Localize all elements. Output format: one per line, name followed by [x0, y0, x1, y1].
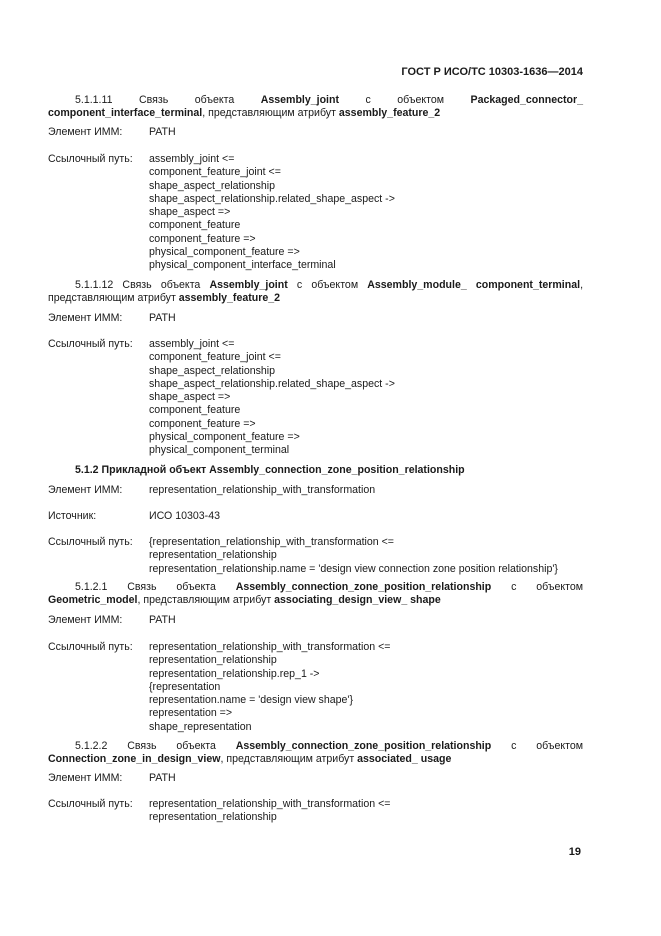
- ref-path-lines: [149, 536, 558, 576]
- section-heading: 5.1.2 Прикладной объект Assembly_connection_zone_position_relationship: [75, 464, 465, 476]
- entity-name: Assembly_joint: [260, 94, 340, 106]
- element-value: PATH: [149, 614, 176, 626]
- path-line: component_feature: [149, 404, 241, 417]
- entity-name: Assembly_connection_zone_position_relationship: [235, 740, 492, 752]
- entity-name: Assembly_connection_zone_position_relationship: [235, 581, 492, 593]
- clause-number: 5.1.2.1 Связь объекта: [75, 581, 236, 593]
- element-label: Элемент ИММ:: [48, 126, 123, 138]
- path-line: representation_relationship.name = 'design view connection zone position relationship'}: [149, 562, 558, 575]
- clause-5-1-2-1: 5.1.2.1 Связь объекта Assembly_connection_zone_position_relationship с объектом Geometric_model, представляющим атрибут associating_design_view_ shape: [48, 581, 584, 607]
- path-line: shape_aspect_relationship.related_shape_aspect ->: [149, 192, 395, 205]
- source-label: Источник:: [48, 510, 97, 522]
- source-value: ИСО 10303-43: [149, 510, 220, 522]
- ref-path-label: Ссылочный путь:: [48, 536, 133, 548]
- path-line: shape_aspect_relationship: [149, 179, 276, 192]
- ref-path-label: Ссылочный путь:: [48, 798, 133, 810]
- ref-path-label: Ссылочный путь:: [48, 153, 133, 165]
- path-line: component_feature =>: [149, 417, 256, 430]
- clause-number: 5.1.1.12 Связь объекта: [75, 279, 210, 291]
- ref-path-lines: [149, 641, 390, 734]
- entity-name: Geometric_model: [48, 594, 138, 607]
- ref-path-label: Ссылочный путь:: [48, 338, 133, 350]
- path-line: assembly_joint <=: [149, 153, 235, 165]
- path-line: shape_representation: [149, 720, 252, 733]
- path-line: physical_component_terminal: [149, 444, 290, 457]
- attribute-name: assembly_feature_2: [178, 292, 281, 305]
- clause-5-1-1-11: 5.1.1.11 Связь объекта Assembly_joint с объектом Packaged_connector_ component_interface_terminal, представляющим атрибут assembly_feature_2: [48, 94, 583, 120]
- path-line: representation_relationship.rep_1 ->: [149, 667, 320, 680]
- path-line: component_feature_joint <=: [149, 166, 281, 179]
- element-label: Элемент ИММ:: [48, 772, 123, 784]
- entity-name: Assembly_module_ component_terminal: [367, 279, 581, 291]
- ref-path-lines: [149, 338, 395, 458]
- element-label: Элемент ИММ:: [48, 614, 123, 626]
- path-line: {representation_relationship_with_transformation <=: [149, 536, 394, 548]
- attribute-name: associating_design_view_ shape: [274, 594, 441, 607]
- ref-path-lines: [149, 798, 390, 825]
- path-line: shape_aspect_relationship.related_shape_aspect ->: [149, 377, 395, 390]
- path-line: representation_relationship: [149, 549, 277, 562]
- element-label: Элемент ИММ:: [48, 312, 123, 324]
- path-line: shape_aspect =>: [149, 206, 231, 219]
- path-line: assembly_joint <=: [149, 338, 235, 350]
- path-line: representation_relationship_with_transformation <=: [149, 641, 391, 653]
- path-line: representation.name = 'design view shape'}: [149, 694, 353, 707]
- element-label: Элемент ИММ:: [48, 484, 123, 496]
- entity-name: Connection_zone_in_design_view: [48, 753, 221, 766]
- clause-number: 5.1.2.2 Связь объекта: [75, 740, 236, 752]
- clause-5-1-2-2: 5.1.2.2 Связь объекта Assembly_connection_zone_position_relationship с объектом Connection_zone_in_design_view, представляющим атрибут associated_ usage: [48, 740, 584, 766]
- element-value: PATH: [149, 772, 176, 784]
- path-line: physical_component_interface_terminal: [149, 259, 336, 272]
- clause-5-1-1-12: 5.1.1.12 Связь объекта Assembly_joint с объектом Assembly_module_ component_terminal, представляющим атрибут assembly_feature_2: [48, 279, 584, 305]
- clause-number: 5.1.1.11 Связь объекта: [75, 94, 261, 106]
- path-line: component_feature: [149, 219, 241, 232]
- element-value: representation_relationship_with_transformation: [149, 484, 376, 496]
- path-line: component_feature =>: [149, 232, 256, 245]
- path-line: representation =>: [149, 707, 233, 720]
- path-line: representation_relationship: [149, 811, 277, 824]
- path-line: representation_relationship: [149, 654, 277, 667]
- path-line: component_feature_joint <=: [149, 351, 281, 364]
- element-value: PATH: [149, 126, 176, 138]
- attribute-name: associated_ usage: [357, 753, 452, 766]
- entity-name: Assembly_joint: [209, 279, 288, 291]
- ref-path-lines: [149, 153, 395, 273]
- path-line: {representation: [149, 680, 221, 693]
- entity-name: Packaged_connector_ component_interface_terminal: [48, 94, 583, 120]
- path-line: shape_aspect =>: [149, 391, 231, 404]
- path-line: physical_component_feature =>: [149, 431, 300, 444]
- element-value: PATH: [149, 312, 176, 324]
- page-number: 19: [568, 846, 581, 858]
- ref-path-label: Ссылочный путь:: [48, 641, 133, 653]
- path-line: shape_aspect_relationship: [149, 364, 276, 377]
- attribute-name: assembly_feature_2: [338, 107, 441, 120]
- document-header: ГОСТ Р ИСО/ТС 10303-1636—2014: [401, 66, 583, 78]
- path-line: physical_component_feature =>: [149, 246, 300, 259]
- path-line: representation_relationship_with_transformation <=: [149, 798, 391, 810]
